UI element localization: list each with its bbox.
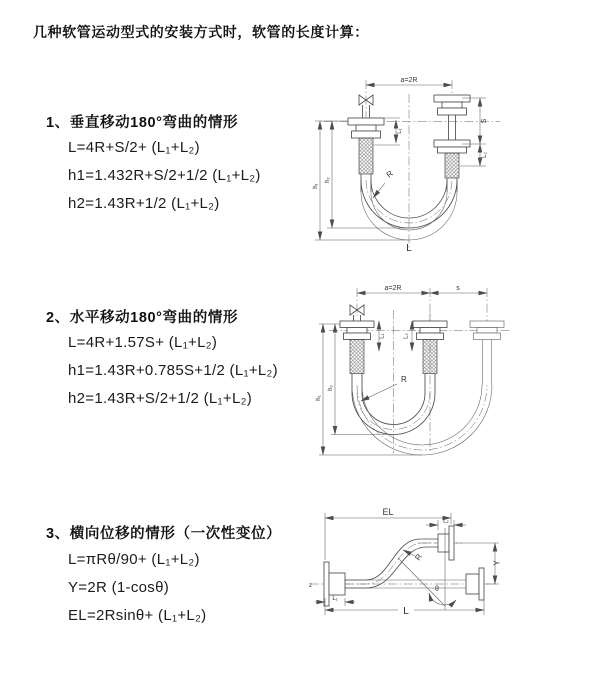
braided-section-left: [359, 138, 373, 174]
hose-arc-inner-moved: [362, 385, 482, 445]
dim-label-L: L: [403, 606, 409, 617]
hose-s-curve-upper-wall: [345, 539, 438, 580]
right-flange-fitting-lower: [434, 140, 470, 153]
section-1-formula-h2: h2=1.43R+1/2 (L₁+L₂): [68, 195, 220, 212]
dim-label-h1: h₁: [316, 395, 322, 401]
section-2-formula-L: L=4R+1.57S+ (L₁+L₂): [68, 334, 218, 351]
section-3-heading: 3、横向位移的情形（一次性变位）: [46, 526, 282, 542]
dim-label-L1: L₁: [379, 333, 386, 339]
dim-label-h1: h₁: [313, 183, 319, 189]
dim-label-EL: EL: [382, 507, 394, 517]
dim-label-s: s: [456, 285, 460, 292]
dim-label-L1: L₁: [332, 596, 338, 602]
dim-label-R: R: [384, 168, 395, 180]
section-1-formula-h1: h1=1.432R+S/2+1/2 (L₁+L₂): [68, 167, 261, 184]
hose-s-curve-lower-wall: [345, 547, 438, 588]
dim-label-a2R: a=2R: [384, 285, 402, 292]
dim-label-h2: h₂: [325, 177, 331, 183]
section-2-formula-h2: h2=1.43R+S/2+1/2 (L₁+L₂): [68, 390, 253, 407]
section-3-formula-L: L=πRθ/90+ (L₁+L₂): [68, 551, 200, 568]
right-flange-fitting-displaced: [438, 526, 454, 560]
dim-label-L2: L₂: [482, 152, 488, 158]
dim-label-R: R: [413, 552, 424, 563]
section-2-heading: 2、水平移动180°弯曲的情形: [46, 310, 239, 326]
hose-arc-inner: [371, 180, 447, 218]
dim-label-R: R: [401, 375, 407, 384]
braided-section-left: [350, 340, 364, 374]
left-flange-fitting: [348, 118, 384, 138]
dim-label-L1: L₁: [397, 128, 403, 134]
dim-label-a2R: a=2R: [400, 77, 418, 84]
dim-label-S: S: [481, 118, 488, 124]
page-title: 几种软管运动型式的安装方式时，软管的长度计算：: [33, 24, 369, 40]
braided-section-right: [445, 153, 459, 178]
braided-section-middle: [423, 340, 437, 374]
section-1-heading: 1、垂直移动180°弯曲的情形: [46, 115, 239, 131]
construction-diagonal: [398, 558, 445, 606]
dim-label-theta: θ: [435, 586, 439, 593]
dim-label-Y: Y: [492, 560, 502, 566]
section-3-formula-Y: Y=2R (1-cosθ): [68, 579, 170, 596]
right-flange-fitting-original: [466, 568, 484, 600]
section-3-formula-EL: EL=2Rsinθ+ (L₁+L₂): [68, 607, 207, 624]
section-1-formula-L: L=4R+S/2+ (L₁+L₂): [68, 139, 200, 156]
diagram-lateral-displacement: [298, 498, 600, 646]
diagram-horizontal-180-bend: [315, 283, 600, 461]
dim-label-L2: L₂: [403, 333, 410, 339]
dim-label-L: L: [406, 243, 412, 254]
section-2-formula-h1: h1=1.43R+0.785S+1/2 (L₁+L₂): [68, 362, 278, 379]
dim-label-L2: L₂: [443, 518, 449, 525]
diagram-vertical-180-bend: [310, 68, 600, 263]
centerline-break-mark: z: [309, 583, 312, 589]
dim-label-h2: h₂: [328, 385, 334, 391]
